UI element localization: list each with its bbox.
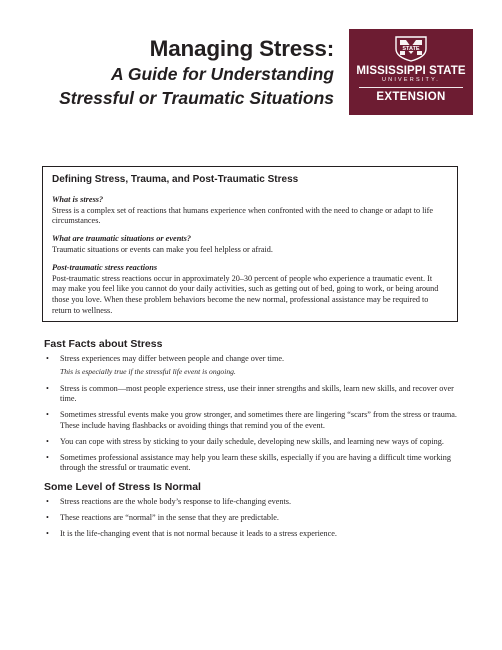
bullet-icon: • <box>46 452 49 462</box>
normal-stress-text: These reactions are “normal” in the sense that they are predictable. <box>60 512 279 522</box>
bullet-icon: • <box>46 528 49 538</box>
answer-post-traumatic-stress: Post-traumatic stress reactions occur in approximately 20–30 percent of people who experience a traumatic event. It may make you feel like you cannot do your daily activities, such as getting out of bed, going to work, or being around those you love. When these problem behaviors become the new normal, professional assistance may be required to return to wellness. <box>52 273 439 315</box>
fast-fact-text: You can cope with stress by sticking to your daily schedule, developing new skills, and learning new ways of coping. <box>60 436 444 446</box>
fast-fact-note: This is especially true if the stressful life event is ongoing. <box>60 366 236 376</box>
list-item <box>44 513 458 524</box>
normal-stress-list <box>44 497 458 544</box>
bullet-icon: • <box>46 497 49 506</box>
list-item <box>44 437 458 448</box>
normal-stress-heading: Some Level of Stress Is Normal <box>44 481 201 493</box>
fast-facts-list <box>44 354 458 479</box>
question-post-traumatic-stress: Post-traumatic stress reactions <box>52 262 158 272</box>
list-item <box>44 453 458 475</box>
definitions-heading: Defining Stress, Trauma, and Post-Traumatic Stress <box>52 174 299 185</box>
normal-stress-text: It is the life-changing event that is not normal because it leads to a stress experience. <box>60 528 337 538</box>
list-item <box>44 410 458 432</box>
document-title <box>59 36 334 110</box>
msu-shield-logo <box>394 36 428 62</box>
list-item <box>44 497 458 508</box>
list-item <box>44 354 458 365</box>
msu-extension-logo <box>349 29 473 115</box>
bullet-icon: • <box>46 436 49 446</box>
bullet-icon: • <box>46 383 49 393</box>
title-line-2: A Guide for Understanding <box>111 64 334 84</box>
fast-fact-text: Stress is common—most people experience stress, use their inner strengths and skills, learn new skills, and recover over time. <box>60 383 454 404</box>
bullet-icon: • <box>46 354 49 363</box>
list-item <box>44 384 458 406</box>
bullet-icon: • <box>46 410 49 420</box>
definitions-box <box>42 166 458 322</box>
question-traumatic-situations: What are traumatic situations or events? <box>52 234 191 244</box>
fast-fact-text: Sometimes professional assistance may help you learn these skills, especially if you are having a difficult time working through the stressful or traumatic event. <box>60 452 451 473</box>
answer-traumatic-situations: Traumatic situations or events can make you feel helpless or afraid. <box>52 244 273 254</box>
fast-facts-heading: Fast Facts about Stress <box>44 338 163 350</box>
title-line-1: Managing Stress: <box>149 36 334 61</box>
question-what-is-stress: What is stress? <box>52 194 104 204</box>
answer-what-is-stress: Stress is a complex set of reactions that humans experience when confronted with the need to change or adapt to life circumstances. <box>52 205 434 226</box>
normal-stress-text: Stress reactions are the whole body’s response to life-changing events. <box>60 497 292 506</box>
title-line-3: Stressful or Traumatic Situations <box>59 88 334 108</box>
fast-fact-text: Stress experiences may differ between people and change over time. <box>60 354 285 363</box>
logo-text-extension: EXTENSION <box>376 91 446 103</box>
fast-fact-text: Sometimes stressful events make you grow stronger, and sometimes there are lingering “scars” from the stress or trauma. These include having flashbacks or avoiding things that remind you of the event. <box>60 410 457 430</box>
shield-text: STATE <box>402 46 420 52</box>
bullet-icon: • <box>46 512 49 522</box>
list-item <box>44 529 458 540</box>
logo-text-university: UNIVERSITY. <box>381 77 441 83</box>
logo-divider <box>359 87 463 88</box>
logo-text-mississippi-state: MISSISSIPPI STATE <box>356 65 466 77</box>
